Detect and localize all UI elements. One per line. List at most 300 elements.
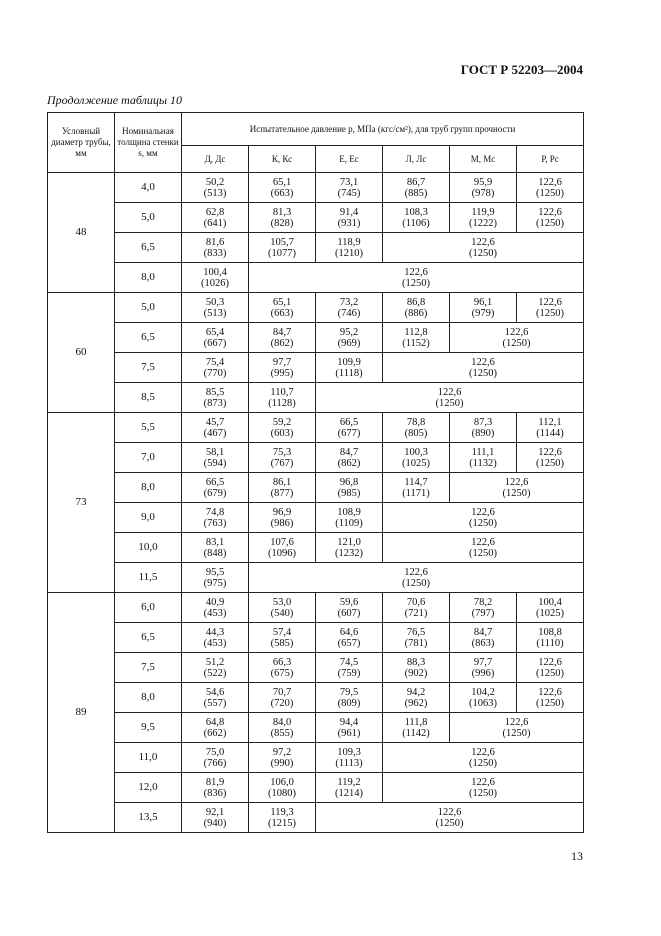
pressure-cell [249,353,316,383]
table-continuation-caption: Продолжение таблицы 10 [47,93,183,107]
pressure-kgf: (862) [270,337,294,349]
pressure-mpa: 97,7 [272,356,292,368]
pressure-mpa: 70,6 [406,596,426,608]
pressure-mpa: 83,1 [205,536,225,548]
pressure-mpa: 59,2 [272,416,292,428]
table-row [48,263,584,293]
pressure-mpa: 86,7 [406,176,426,188]
wall-thickness-cell: 4,0 [115,173,182,203]
table-row [48,623,584,653]
wall-thickness-cell: 7,5 [115,653,182,683]
pressure-kgf: (767) [270,457,294,469]
pressure-cell [517,413,584,443]
pressure-mpa: 64,8 [205,716,225,728]
pressure-kgf: (1250) [469,367,498,379]
pressure-cell [383,623,450,653]
pressure-cell [182,473,249,503]
col-grade-k: К, Кс [249,146,316,173]
pressure-mpa: 91,4 [339,206,359,218]
pressure-kgf: (969) [337,337,361,349]
pressure-cell [316,353,383,383]
pressure-table [47,112,584,833]
outer-diameter-cell: 60 [48,293,115,413]
pressure-kgf: (848) [203,547,227,559]
pressure-kgf: (1109) [335,517,363,529]
pressure-mpa: 114,7 [404,476,428,488]
pressure-cell [316,443,383,473]
pressure-kgf: (855) [270,727,294,739]
pressure-mpa: 122,6 [437,806,462,818]
pressure-cell [383,773,584,803]
pressure-mpa: 65,4 [205,326,225,338]
pressure-kgf: (1250) [536,307,565,319]
pressure-cell [249,623,316,653]
pressure-kgf: (975) [203,577,227,589]
wall-thickness-cell: 7,0 [115,443,182,473]
pressure-cell [182,263,249,293]
pressure-kgf: (675) [270,667,294,679]
pressure-cell [517,593,584,623]
wall-thickness-cell: 6,5 [115,323,182,353]
pressure-cell [182,443,249,473]
pressure-cell [249,713,316,743]
pressure-kgf: (663) [270,187,294,199]
pressure-kgf: (745) [337,187,361,199]
pressure-kgf: (862) [337,457,361,469]
pressure-mpa: 75,4 [205,356,225,368]
pressure-cell [182,743,249,773]
pressure-mpa: 65,1 [272,176,292,188]
pressure-kgf: (663) [270,307,294,319]
outer-diameter-cell: 73 [48,413,115,593]
col-grade-m: М, Мс [450,146,517,173]
pressure-mpa: 122,6 [538,446,562,458]
pressure-cell [517,623,584,653]
pressure-kgf: (1080) [268,787,296,799]
pressure-kgf: (1077) [268,247,296,259]
wall-thickness-cell: 8,5 [115,383,182,413]
pressure-mpa: 100,4 [203,266,227,278]
pressure-kgf: (557) [203,697,227,709]
pressure-mpa: 122,6 [538,206,562,218]
wall-thickness-cell: 10,0 [115,533,182,563]
pressure-cell [383,503,584,533]
pressure-kgf: (979) [471,307,495,319]
pressure-mpa: 51,2 [205,656,225,668]
pressure-mpa: 40,9 [205,596,225,608]
pressure-mpa: 112,8 [404,326,428,338]
pressure-mpa: 118,9 [337,236,361,248]
wall-thickness-cell: 11,5 [115,563,182,593]
table-row [48,683,584,713]
table-row [48,353,584,383]
pressure-mpa: 108,9 [337,506,361,518]
pressure-mpa: 62,8 [205,206,225,218]
table-row [48,713,584,743]
wall-thickness-cell: 5,0 [115,293,182,323]
pressure-cell [249,173,316,203]
pressure-cell [383,713,450,743]
pressure-mpa: 122,6 [404,266,428,278]
table-row [48,293,584,323]
pressure-kgf: (809) [337,697,361,709]
pressure-cell [182,533,249,563]
pressure-cell [182,353,249,383]
pressure-cell [249,803,316,833]
pressure-kgf: (1144) [536,427,564,439]
pressure-cell [182,173,249,203]
pressure-cell [249,413,316,443]
pressure-cell [249,533,316,563]
pressure-mpa: 95,2 [339,326,359,338]
pressure-cell [316,803,584,833]
pressure-cell [450,293,517,323]
pressure-mpa: 74,5 [339,656,359,668]
pressure-cell [249,473,316,503]
pressure-cell [517,293,584,323]
table-row [48,413,584,443]
pressure-mpa: 66,5 [205,476,225,488]
wall-thickness-cell: 5,5 [115,413,182,443]
pressure-mpa: 122,6 [504,326,529,338]
pressure-mpa: 86,1 [272,476,292,488]
pressure-mpa: 92,1 [205,806,225,818]
pressure-mpa: 50,3 [205,296,225,308]
pressure-mpa: 122,6 [471,356,495,368]
pressure-cell [249,563,584,593]
pressure-mpa: 75,0 [205,746,225,758]
pressure-cell [450,413,517,443]
pressure-cell [383,653,450,683]
pressure-cell [316,293,383,323]
pressure-kgf: (1063) [469,697,497,709]
pressure-cell [383,323,450,353]
pressure-kgf: (1250) [402,577,431,589]
pressure-kgf: (1106) [402,217,430,229]
pressure-kgf: (513) [203,187,227,199]
pressure-kgf: (1025) [536,607,565,619]
pressure-mpa: 57,4 [272,626,292,638]
pressure-mpa: 109,9 [337,356,361,368]
pressure-kgf: (513) [203,307,227,319]
pressure-kgf: (902) [404,667,428,679]
pressure-cell [182,803,249,833]
pressure-kgf: (1250) [536,697,565,709]
table-row [48,773,584,803]
pressure-kgf: (667) [203,337,227,349]
pressure-mpa: 70,7 [272,686,292,698]
pressure-mpa: 87,3 [473,416,493,428]
pressure-cell [450,683,517,713]
pressure-kgf: (890) [471,427,495,439]
pressure-cell [383,233,584,263]
table-row [48,383,584,413]
pressure-kgf: (836) [203,787,227,799]
pressure-kgf: (607) [337,607,361,619]
pressure-cell [316,743,383,773]
pressure-kgf: (805) [404,427,428,439]
pressure-cell [517,443,584,473]
table-row [48,563,584,593]
pressure-kgf: (1250) [469,517,498,529]
pressure-cell [316,233,383,263]
pressure-kgf: (662) [203,727,227,739]
pressure-cell [450,713,584,743]
pressure-mpa: 78,8 [406,416,426,428]
pressure-cell [316,533,383,563]
pressure-mpa: 74,8 [205,506,225,518]
pressure-cell [383,743,584,773]
pressure-kgf: (886) [404,307,428,319]
pressure-cell [450,473,584,503]
pressure-mpa: 81,3 [272,206,292,218]
pressure-cell [249,593,316,623]
pressure-cell [450,203,517,233]
pressure-mpa: 66,3 [272,656,292,668]
pressure-mpa: 81,6 [205,236,225,248]
table-row [48,533,584,563]
pressure-mpa: 122,6 [471,236,495,248]
pressure-mpa: 94,4 [339,716,359,728]
pressure-mpa: 119,9 [471,206,495,218]
pressure-kgf: (962) [404,697,428,709]
pressure-cell [383,353,584,383]
pressure-kgf: (766) [203,757,227,769]
pressure-mpa: 122,6 [404,566,428,578]
table-row [48,593,584,623]
pressure-mpa: 84,7 [473,626,493,638]
pressure-kgf: (1025) [402,457,430,469]
pressure-cell [316,173,383,203]
pressure-mpa: 96,8 [339,476,359,488]
pressure-mpa: 73,1 [339,176,359,188]
pressure-cell [450,653,517,683]
pressure-cell [316,473,383,503]
pressure-mpa: 95,9 [473,176,493,188]
pressure-kgf: (990) [270,757,294,769]
pressure-kgf: (522) [203,667,227,679]
table-row [48,473,584,503]
pressure-kgf: (873) [203,397,227,409]
pressure-cell [517,653,584,683]
pressure-mpa: 122,6 [504,716,529,728]
table-row [48,443,584,473]
pressure-mpa: 95,5 [205,566,225,578]
pressure-mpa: 79,5 [339,686,359,698]
col-grade-r: Р, Рс [517,146,584,173]
pressure-kgf: (585) [270,637,294,649]
pressure-kgf: (863) [471,637,495,649]
pressure-mpa: 122,6 [538,176,562,188]
pressure-cell [182,623,249,653]
pressure-cell [249,503,316,533]
col-outer-diameter: Условный диаметр трубы, мм [48,113,115,173]
pressure-kgf: (1250) [402,277,431,289]
pressure-mpa: 66,5 [339,416,359,428]
wall-thickness-cell: 6,5 [115,623,182,653]
pressure-kgf: (1250) [435,397,464,409]
pressure-mpa: 121,0 [337,536,361,548]
pressure-kgf: (833) [203,247,227,259]
col-wall-thickness: Номинальная толщина стенки s, мм [115,113,182,173]
pressure-kgf: (828) [270,217,294,229]
outer-diameter-cell: 89 [48,593,115,833]
pressure-kgf: (1096) [268,547,296,559]
pressure-kgf: (1250) [469,247,498,259]
table-body [48,173,584,833]
pressure-mpa: 58,1 [205,446,225,458]
pressure-cell [249,653,316,683]
pressure-cell [249,263,584,293]
pressure-kgf: (453) [203,607,227,619]
pressure-kgf: (453) [203,637,227,649]
pressure-kgf: (603) [270,427,294,439]
pressure-mpa: 122,6 [471,776,495,788]
pressure-kgf: (1132) [469,457,497,469]
pressure-mpa: 88,3 [406,656,426,668]
pressure-kgf: (763) [203,517,227,529]
table-row [48,323,584,353]
pressure-cell [316,323,383,353]
pressure-cell [316,383,584,413]
pressure-kgf: (940) [203,817,227,829]
table-row [48,173,584,203]
pressure-cell [316,683,383,713]
pressure-mpa: 105,7 [270,236,294,248]
pressure-mpa: 65,1 [272,296,292,308]
standard-code: ГОСТ Р 52203—2004 [460,62,583,77]
pressure-cell [182,563,249,593]
pressure-mpa: 78,2 [473,596,493,608]
pressure-mpa: 122,6 [471,536,495,548]
pressure-kgf: (1250) [502,487,531,499]
pressure-mpa: 45,7 [205,416,225,428]
pressure-mpa: 122,6 [538,686,562,698]
pressure-cell [249,323,316,353]
pressure-mpa: 97,7 [473,656,493,668]
pressure-kgf: (1250) [536,217,565,229]
pressure-kgf: (1250) [536,187,565,199]
pressure-kgf: (540) [270,607,294,619]
pressure-mpa: 108,8 [538,626,562,638]
pressure-kgf: (985) [337,487,361,499]
pressure-kgf: (1250) [536,667,565,679]
pressure-cell [517,173,584,203]
pressure-cell [249,773,316,803]
pressure-cell [316,413,383,443]
pressure-mpa: 81,9 [205,776,225,788]
wall-thickness-cell: 13,5 [115,803,182,833]
pressure-cell [450,173,517,203]
pressure-cell [517,203,584,233]
pressure-kgf: (1210) [335,247,363,259]
wall-thickness-cell: 12,0 [115,773,182,803]
pressure-kgf: (1222) [469,217,497,229]
pressure-kgf: (1110) [536,637,564,649]
pressure-mpa: 53,0 [272,596,292,608]
pressure-kgf: (1232) [335,547,363,559]
pressure-mpa: 109,3 [337,746,361,758]
pressure-kgf: (679) [203,487,227,499]
pressure-kgf: (1250) [469,787,498,799]
col-test-pressure-group: Испытательное давление p, МПа (кгс/см²), для труб групп прочности [182,113,584,146]
pressure-mpa: 73,2 [339,296,359,308]
pressure-mpa: 44,3 [205,626,225,638]
pressure-cell [182,383,249,413]
pressure-mpa: 122,6 [538,296,562,308]
pressure-mpa: 112,1 [538,416,562,428]
wall-thickness-cell: 9,5 [115,713,182,743]
pressure-cell [316,773,383,803]
pressure-cell [450,443,517,473]
pressure-mpa: 86,8 [406,296,426,308]
pressure-cell [450,593,517,623]
pressure-cell [383,203,450,233]
pressure-kgf: (931) [337,217,361,229]
pressure-cell [517,683,584,713]
pressure-kgf: (961) [337,727,361,739]
pressure-kgf: (1250) [502,337,531,349]
outer-diameter-cell: 48 [48,173,115,293]
wall-thickness-cell: 11,0 [115,743,182,773]
col-grade-d: Д, Дс [182,146,249,173]
pressure-cell [249,383,316,413]
pressure-mpa: 122,6 [437,386,462,398]
wall-thickness-cell: 8,0 [115,473,182,503]
pressure-mpa: 122,6 [538,656,562,668]
pressure-mpa: 122,6 [504,476,529,488]
pressure-cell [182,653,249,683]
wall-thickness-cell: 5,0 [115,203,182,233]
pressure-cell [450,623,517,653]
pressure-cell [182,293,249,323]
pressure-mpa: 111,1 [471,446,495,458]
pressure-kgf: (1214) [335,787,363,799]
pressure-cell [182,233,249,263]
col-grade-l: Л, Лс [383,146,450,173]
pressure-cell [383,293,450,323]
pressure-kgf: (1118) [335,367,363,379]
pressure-kgf: (1152) [402,337,430,349]
pressure-mpa: 84,7 [339,446,359,458]
pressure-cell [182,323,249,353]
pressure-mpa: 96,1 [473,296,493,308]
pressure-kgf: (995) [270,367,294,379]
pressure-kgf: (641) [203,217,227,229]
pressure-cell [182,683,249,713]
pressure-cell [182,203,249,233]
pressure-cell [383,173,450,203]
pressure-cell [249,233,316,263]
pressure-kgf: (770) [203,367,227,379]
pressure-kgf: (677) [337,427,361,439]
pressure-mpa: 119,3 [270,806,294,818]
wall-thickness-cell: 6,5 [115,233,182,263]
pressure-mpa: 96,9 [272,506,292,518]
pressure-mpa: 59,6 [339,596,359,608]
pressure-cell [383,443,450,473]
pressure-mpa: 94,2 [406,686,426,698]
pressure-kgf: (877) [270,487,294,499]
pressure-mpa: 50,2 [205,176,225,188]
pressure-mpa: 85,5 [205,386,225,398]
pressure-kgf: (1128) [268,397,296,409]
pressure-mpa: 84,7 [272,326,292,338]
pressure-cell [316,593,383,623]
table-row [48,503,584,533]
pressure-cell [249,293,316,323]
pressure-kgf: (885) [404,187,428,199]
